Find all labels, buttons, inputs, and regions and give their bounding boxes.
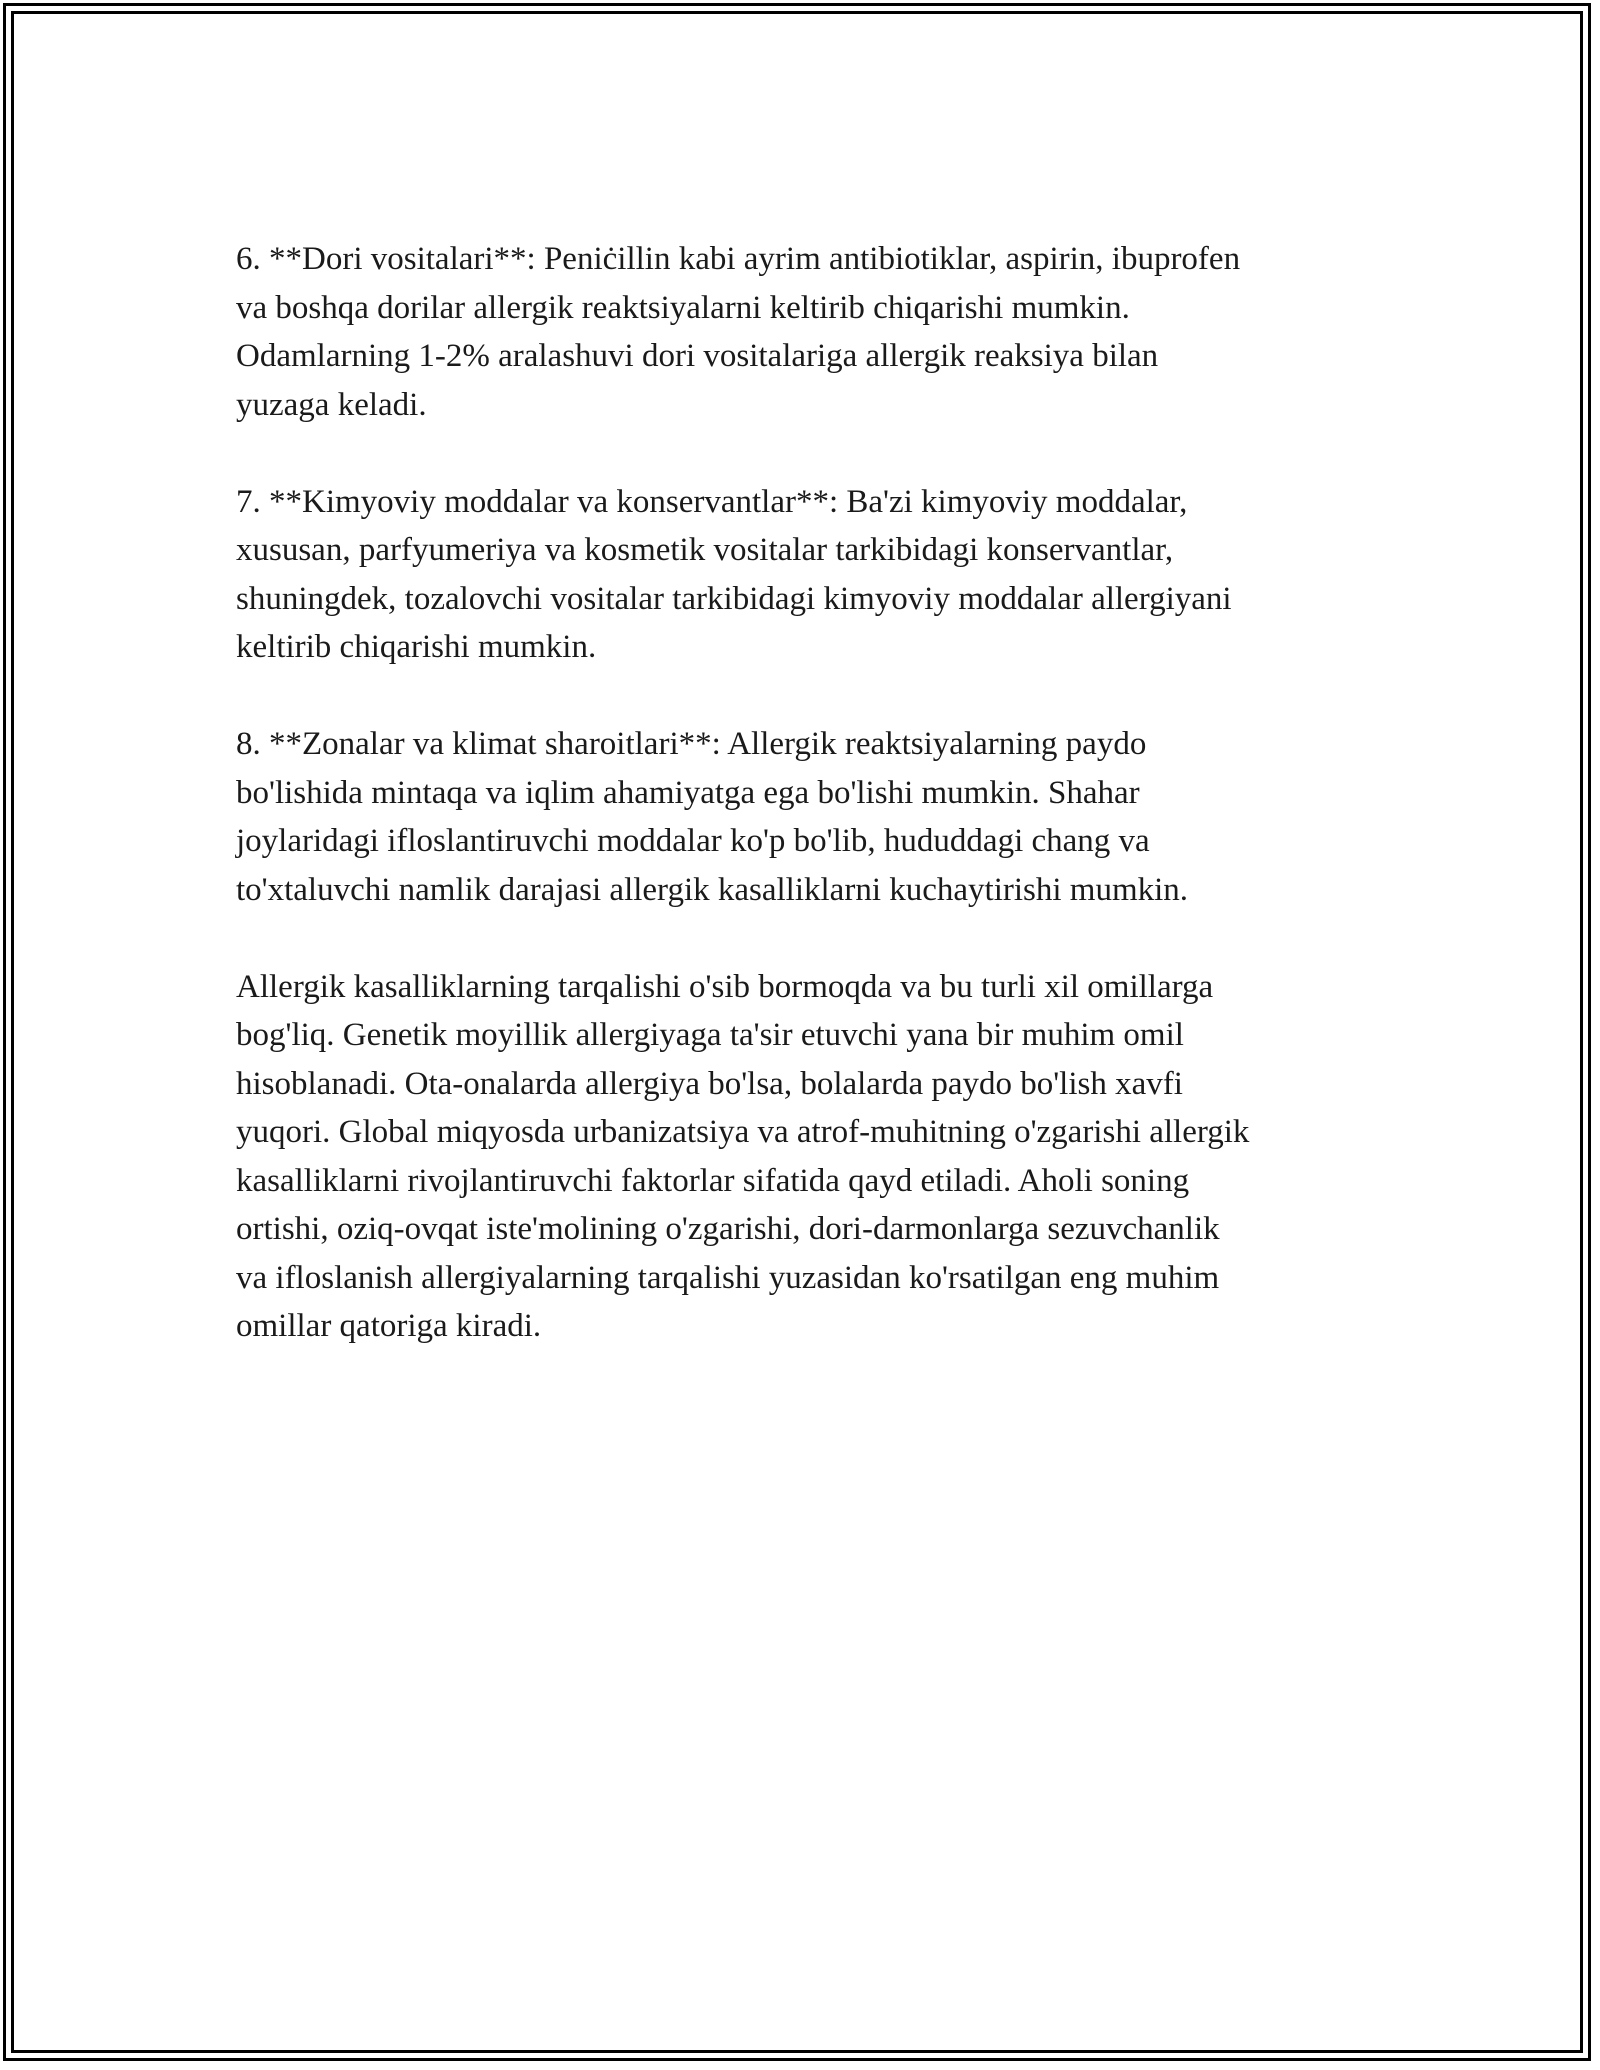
text-line: kasalliklarni rivojlantiruvchi faktorlar sifatida qayd etiladi. Aholi soning xyxy=(236,1162,1190,1199)
paragraph-conclusion xyxy=(236,963,1396,1351)
text-line: va boshqa dorilar allergik reaktsiyalarni keltirib chiqarishi mumkin. xyxy=(236,289,1130,326)
text-line: 8. **Zonalar va klimat sharoitlari**: Allergik reaktsiyalarning paydo xyxy=(236,726,1147,762)
text-line: yuqori. Global miqyosda urbanizatsiya va atrof-muhitning o'zgarishi allergik xyxy=(236,1114,1250,1150)
text-line: Allergik kasalliklarning tarqalishi o'sib bormoqda va bu turli xil omillarga xyxy=(236,968,1214,1005)
text-line: keltirib chiqarishi mumkin. xyxy=(236,629,597,665)
text-line: shuningdek, tozalovchi vositalar tarkibidagi kimyoviy moddalar allergiyani xyxy=(236,580,1232,617)
paragraph-chemicals-preservatives xyxy=(236,478,1396,672)
text-line: bog'liq. Genetik moyillik allergiyaga ta'sir etuvchi yana bir muhim omil xyxy=(236,1017,1184,1053)
text-line: omillar qatoriga kiradi. xyxy=(236,1308,542,1344)
paragraph-drug-allergens xyxy=(236,235,1396,429)
text-line: ortishi, oziq-ovqat iste'molining o'zgarishi, dori-darmonlarga sezuvchanlik xyxy=(236,1211,1220,1247)
text-line: 7. **Kimyoviy moddalar va konservantlar**: Ba'zi kimyoviy moddalar, xyxy=(236,483,1188,520)
text-line: bo'lishida mintaqa va iqlim ahamiyatga ega bo'lishi mumkin. Shahar xyxy=(236,774,1140,811)
paragraph-zones-climate xyxy=(236,720,1396,914)
text-line: xususan, parfyumeriya va kosmetik vositalar tarkibidagi konservantlar, xyxy=(236,532,1174,568)
document-body xyxy=(236,235,1396,1351)
text-line: hisoblanadi. Ota-onalarda allergiya bo'lsa, bolalarda paydo bo'lish xavfi xyxy=(236,1065,1183,1102)
text-line: to'xtaluvchi namlik darajasi allergik kasalliklarni kuchaytirishi mumkin. xyxy=(236,871,1189,908)
text-line: yuzaga keladi. xyxy=(236,386,427,423)
text-line: joylaridagi ifloslantiruvchi moddalar ko'p bo'lib, hududdagi chang va xyxy=(236,823,1150,859)
text-line: 6. **Dori vositalari**: Peniċillin kabi ayrim antibiotiklar, aspirin, ibuprofen xyxy=(236,241,1241,277)
text-line: va ifloslanish allergiyalarning tarqalishi yuzasidan ko'rsatilgan eng muhim xyxy=(236,1259,1220,1296)
text-line: Odamlarning 1-2% aralashuvi dori vositalariga allergik reaksiya bilan xyxy=(236,338,1159,374)
